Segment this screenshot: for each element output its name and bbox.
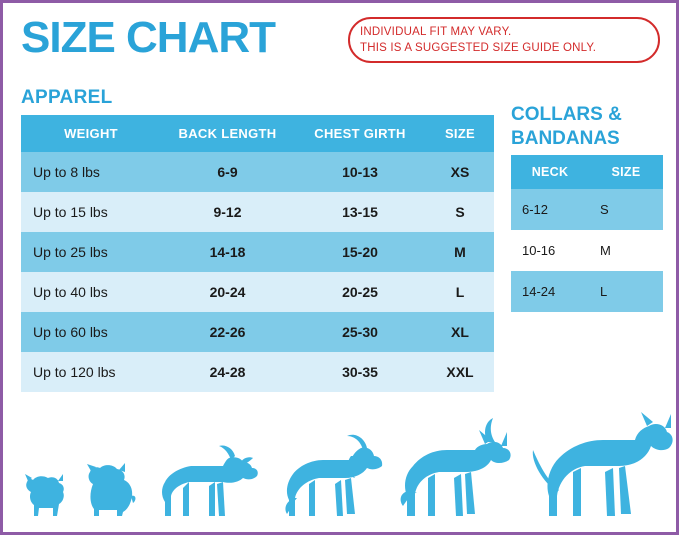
dog-silhouette-3 xyxy=(162,445,258,516)
apparel-cell-size: S xyxy=(426,192,494,232)
apparel-cell-weight: Up to 60 lbs xyxy=(21,312,161,352)
collars-cell-size: S xyxy=(589,189,663,230)
collars-header-size: SIZE xyxy=(589,155,663,189)
table-row xyxy=(511,271,663,312)
apparel-cell-back-length: 6-9 xyxy=(161,152,294,192)
collars-cell-neck: 14-24 xyxy=(511,271,589,312)
disclaimer-line-1: INDIVIDUAL FIT MAY VARY. xyxy=(360,26,512,38)
collars-section-label xyxy=(511,103,622,151)
apparel-header-weight: WEIGHT xyxy=(21,115,161,152)
apparel-cell-back-length: 9-12 xyxy=(161,192,294,232)
table-row xyxy=(21,352,494,392)
collars-header-neck: NECK xyxy=(511,155,589,189)
apparel-cell-size: XL xyxy=(426,312,494,352)
page-title: SIZE CHART xyxy=(21,13,275,62)
apparel-cell-weight: Up to 15 lbs xyxy=(21,192,161,232)
table-row xyxy=(511,230,663,271)
apparel-cell-chest-girth: 15-20 xyxy=(294,232,426,272)
apparel-header-size: SIZE xyxy=(426,115,494,152)
collars-label-line-2: BANDANAS xyxy=(511,128,620,149)
table-row xyxy=(21,192,494,232)
apparel-cell-back-length: 20-24 xyxy=(161,272,294,312)
dog-silhouette-5 xyxy=(401,418,511,516)
apparel-section-label: APPAREL xyxy=(21,87,113,108)
collars-cell-neck: 10-16 xyxy=(511,230,589,271)
apparel-cell-chest-girth: 25-30 xyxy=(294,312,426,352)
apparel-cell-chest-girth: 10-13 xyxy=(294,152,426,192)
apparel-cell-weight: Up to 25 lbs xyxy=(21,232,161,272)
apparel-cell-size: XS xyxy=(426,152,494,192)
apparel-header-back-length: BACK LENGTH xyxy=(161,115,294,152)
apparel-cell-back-length: 22-26 xyxy=(161,312,294,352)
collars-table xyxy=(511,155,663,312)
table-row xyxy=(21,312,494,352)
table-row xyxy=(21,272,494,312)
apparel-cell-weight: Up to 120 lbs xyxy=(21,352,161,392)
apparel-cell-weight: Up to 8 lbs xyxy=(21,152,161,192)
apparel-cell-chest-girth: 20-25 xyxy=(294,272,426,312)
apparel-cell-chest-girth: 30-35 xyxy=(294,352,426,392)
apparel-cell-chest-girth: 13-15 xyxy=(294,192,426,232)
dog-silhouette-2 xyxy=(87,463,135,516)
dog-silhouettes-illustration xyxy=(3,400,679,530)
apparel-cell-weight: Up to 40 lbs xyxy=(21,272,161,312)
collars-cell-neck: 6-12 xyxy=(511,189,589,230)
apparel-cell-size: XXL xyxy=(426,352,494,392)
disclaimer-line-2: THIS IS A SUGGESTED SIZE GUIDE ONLY. xyxy=(360,42,597,54)
collars-cell-size: M xyxy=(589,230,663,271)
apparel-header-row xyxy=(21,115,494,152)
table-row xyxy=(21,232,494,272)
dog-silhouette-6 xyxy=(533,412,673,516)
apparel-cell-back-length: 24-28 xyxy=(161,352,294,392)
collars-header-row xyxy=(511,155,663,189)
apparel-cell-back-length: 14-18 xyxy=(161,232,294,272)
apparel-cell-size: L xyxy=(426,272,494,312)
apparel-table xyxy=(21,115,494,392)
dog-silhouette-4 xyxy=(285,435,382,516)
apparel-header-chest-girth: CHEST GIRTH xyxy=(294,115,426,152)
collars-cell-size: L xyxy=(589,271,663,312)
table-row xyxy=(511,189,663,230)
disclaimer-text xyxy=(360,24,660,56)
table-row xyxy=(21,152,494,192)
collars-label-line-1: COLLARS & xyxy=(511,104,622,125)
dog-silhouette-1 xyxy=(25,474,64,516)
apparel-cell-size: M xyxy=(426,232,494,272)
